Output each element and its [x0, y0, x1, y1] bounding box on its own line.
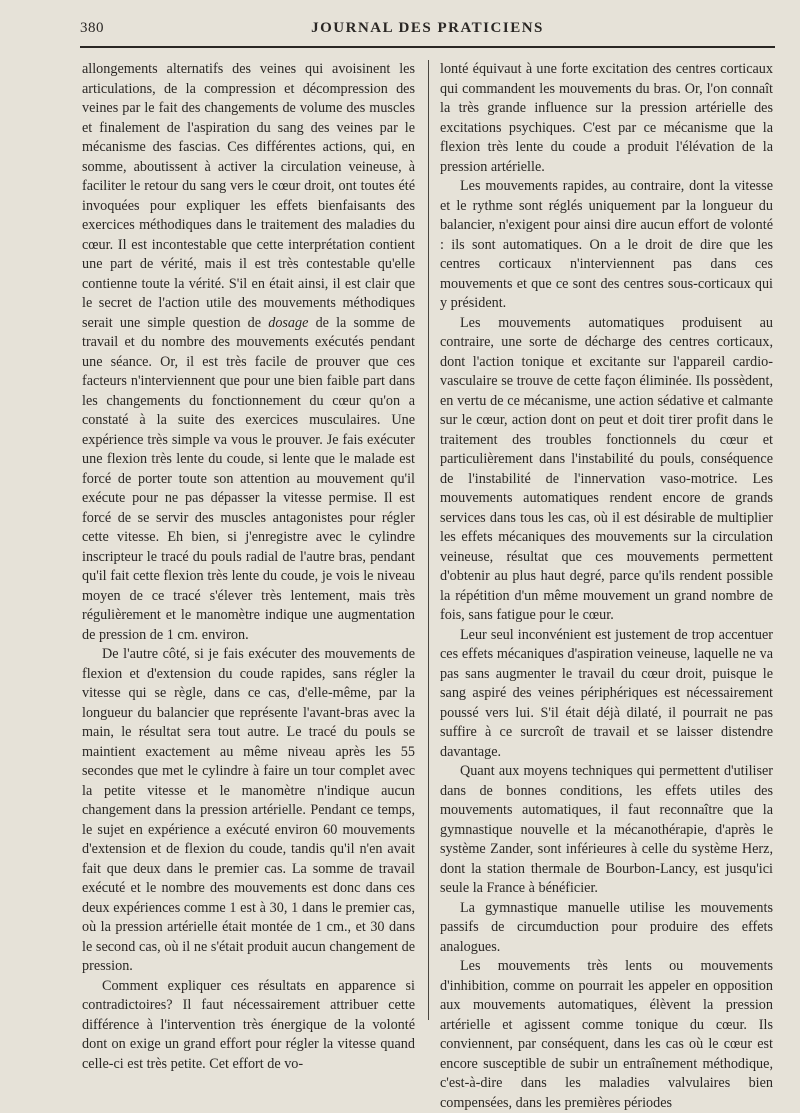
- paragraph: [82, 60, 415, 645]
- journal-title: JOURNAL DES PRATICIENS: [311, 20, 544, 36]
- paragraph: Les mouvements automatiques produisent au contraire, une sorte de décharge des centres corticaux, dont l'action tonique et excitante sur l'appareil cardio-vasculaire se trouve de cette façon éliminée. Ils possèdent, en vertu de ce mécanisme, une action sédative et calmante sur le cœur, action dont on peut et doit tirer profit dans le traitement des troubles fonctionnels du cœur et particulièrement dans l'instabilité du pouls, conséquence de l'instabilité de l'innervation vaso-motrice. Les mouvements automatiques rendent encore de grands services dans tous les cas, où il est désirable de multiplier les effets mécaniques des mouvements sur la circulation veineuse, résultat que ces mouvements permettent d'obtenir au plus haut degré, parce qu'ils rendent possible la répétition d'un même mouvement un grand nombre de fois, sans fatigue pour le cœur.: [440, 314, 773, 623]
- paragraph-text: allongements alternatifs des veines qui avoisinent les articulations, de la compression et décompression des veines par le fait des changements de volume des muscles et finalement de l'aspiration du sang des veines par le mécanisme des fascias. Ces différentes actions, qui, en somme, aboutissent à activer la circulation veineuse, à faciliter le retour du sang vers le cœur droit, ont toutes été invoquées pour expliquer les effets bienfaisants des exercices méthodiques dans le traitement des maladies du cœur. Il est incontestable que cette interprétation contient une part de vérité, mais il est très contestable qu'elle contienne toute la vérité. S'il en était ainsi, il est clair que le secret de l'action utile des mouvements méthodiques serait une simple question de: [82, 61, 415, 331]
- paragraph: Leur seul inconvénient est justement de trop accentuer ces effets mécaniques d'aspiration veineuse, laquelle ne va pas sans augmenter le travail du cœur droit, puisque le sang aspiré des veines périphériques est nécessairement poussé vers lui. S'il était déjà dilaté, il pourrait ne pas suffire à ce surcroît de travail et se laisser distendre davantage.: [440, 626, 773, 760]
- paragraph-text: de la somme de travail et du nombre des mouvements exécutés pendant une séance. Or, il est très facile de prouver que ces facteurs n'interviennent que pour une bien faible part dans les changements du fonctionnement du cœur qu'on a constaté à la suite des exercices musculaires. Une expérience très simple va vous le prouver. Je fais exécuter une flexion très lente du coude, si lente que le malade est forcé de porter toute son attention au mouvement qu'il exécute pour ne pas dépasser la vitesse permise. Il est forcé de se servir des muscles antagonistes pour régler cette vitesse. Eh bien, si j'enregistre avec le cylindre inscripteur le tracé du pouls radial de l'autre bras, pendant qu'il fait cette flexion très lente du coude, je vois le niveau moyen de ce tracé s'élever très lentement, mais très régulièrement et le manomètre indique une augmentation de pression de 1 cm. environ.: [82, 314, 415, 643]
- paragraph: Comment expliquer ces résultats en apparence si contradictoires? Il faut nécessairement attribuer cette différence à l'intervention très énergique de la volonté dont on exige un grand effort pour régler la vitesse quand celle-ci est très petite. Cet effort de vo-: [82, 977, 415, 1072]
- paragraph: Quant aux moyens techniques qui permettent d'utiliser dans de bonnes conditions, les effets utiles des mouvements automatiques, il faut reconnaître que la gymnastique nouvelle et la mécanothérapie, d'après le système Zander, sont inférieures à celle du système Herz, dont la station thermale de Bourbon-Lancy, est jusqu'ici seule la France à bénéficier.: [440, 763, 773, 896]
- left-column: [82, 60, 415, 1074]
- paragraph: lonté équivaut à une forte excitation des centres corticaux qui commandent les mouvements du bras. Or, l'on connaît la très grande influence sur la pression artérielle des excitations psychiques. C'est par ce mécanisme que la flexion très lente du coude a produit l'élévation de la pression artérielle.: [440, 61, 773, 175]
- emphasis-dosage: dosage: [268, 314, 309, 331]
- header-rule: [80, 46, 775, 48]
- paragraph: De l'autre côté, si je fais exécuter des mouvements de flexion et d'extension du coude rapides, sans régler la vitesse qui se règle, dans ce cas, d'elle-même, par la longueur du balancier que représente l'avant-bras avec la main, le résultat sera tout autre. Le tracé du pouls se maintient exactement au même niveau après les 55 secondes que met le cylindre à faire un tour complet avec la petite vitesse et le manomètre n'indique aucun changement dans la pression artérielle. Pendant ce temps, le sujet en expérience a exécuté environ 60 mouvements d'extension et de flexion du coude, tandis qu'il n'en avait fait que deux dans le premier cas. La somme de travail exécuté et le nombre des mouvements est donc dans ces deux expériences comme 1 est à 30, 1 dans le premier cas, où la pression artérielle était montée de 1 cm., et 30 dans le second cas, où il ne s'était produit aucun changement de pression.: [82, 646, 415, 974]
- column-divider: [428, 60, 429, 1020]
- paragraph: Les mouvements très lents ou mouvements d'inhibition, comme on pourrait les appeler en opposition aux mouvements automatiques, élèvent la pression artérielle et agissent comme tonique du cœur. Ils conviennent, par conséquent, dans les cas où le cœur est encore susceptible de subir un entraînement méthodique, c'est-à-dire dans les maladies valvulaires bien compensées, dans les premières périodes: [440, 958, 773, 1111]
- page-header: [80, 20, 775, 46]
- paragraph: La gymnastique manuelle utilise les mouvements passifs de circumduction pour produire des effets analogues.: [440, 899, 773, 955]
- paragraph: Les mouvements rapides, au contraire, dont la vitesse et le rythme sont réglés uniquement par la longueur du balancier, n'exigent pour ainsi dire aucun effort de volonté : ils sont automatiques. On a le droit de dire que les centres corticaux n'interviennent pas dans ces mouvements et que ce sont des centres sous-corticaux qui y président.: [440, 178, 773, 311]
- right-column: [440, 60, 773, 1113]
- page-number: 380: [80, 20, 104, 36]
